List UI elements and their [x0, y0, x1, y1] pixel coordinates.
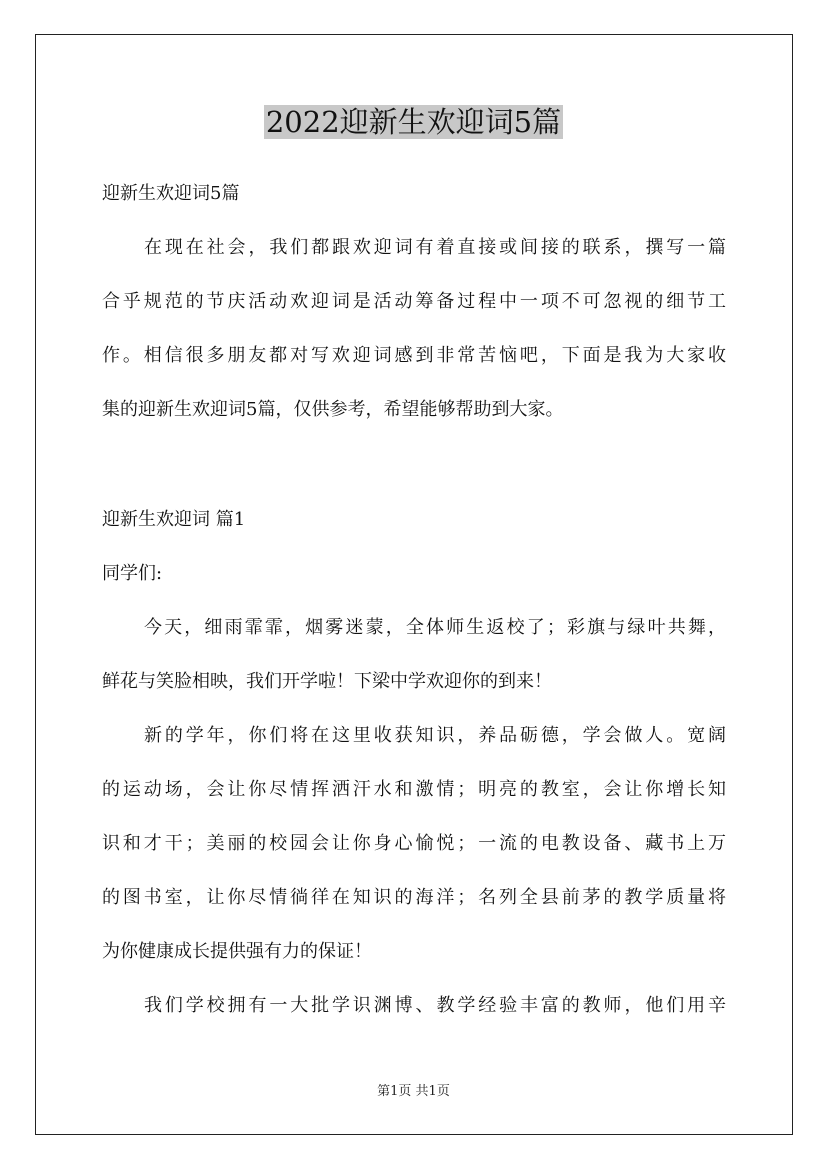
salutation: 同学们: [102, 563, 163, 584]
paragraph-line: 作。相信很多朋友都对写欢迎词感到非常苦恼吧，下面是我为大家收 [102, 345, 726, 366]
paragraph-line: 集的迎新生欢迎词5篇，仅供参考，希望能够帮助到大家。 [102, 399, 564, 420]
paragraph-line: 为你健康成长提供强有力的保证！ [102, 941, 372, 962]
section-heading: 迎新生欢迎词 篇1 [102, 509, 246, 530]
paragraph-line: 在现在社会，我们都跟欢迎词有着直接或间接的联系，撰写一篇 [144, 237, 726, 258]
paragraph-line: 识和才干；美丽的校园会让你身心愉悦；一流的电教设备、藏书上万 [102, 833, 726, 854]
paragraph-line: 我们学校拥有一大批学识渊博、教学经验丰富的教师，他们用辛 [144, 995, 726, 1016]
document-title: 2022迎新生欢迎词5篇 [265, 105, 562, 139]
paragraph-line: 鲜花与笑脸相映，我们开学啦！下梁中学欢迎你的到来！ [102, 671, 552, 692]
paragraph-line: 新的学年，你们将在这里收获知识，养品砺德，学会做人。宽阔 [144, 725, 726, 746]
paragraph-line: 的图书室，让你尽情徜徉在知识的海洋；名列全县前茅的教学质量将 [102, 887, 726, 908]
page-number: 第1页 共1页 [377, 1084, 450, 1099]
paragraph-line: 的运动场，会让你尽情挥洒汗水和激情；明亮的教室，会让你增长知 [102, 779, 726, 800]
document-subtitle: 迎新生欢迎词5篇 [102, 183, 240, 204]
paragraph-line: 合乎规范的节庆活动欢迎词是活动筹备过程中一项不可忽视的细节工 [102, 291, 726, 312]
paragraph-line: 今天，细雨霏霏，烟雾迷蒙，全体师生返校了；彩旗与绿叶共舞， [144, 617, 726, 638]
